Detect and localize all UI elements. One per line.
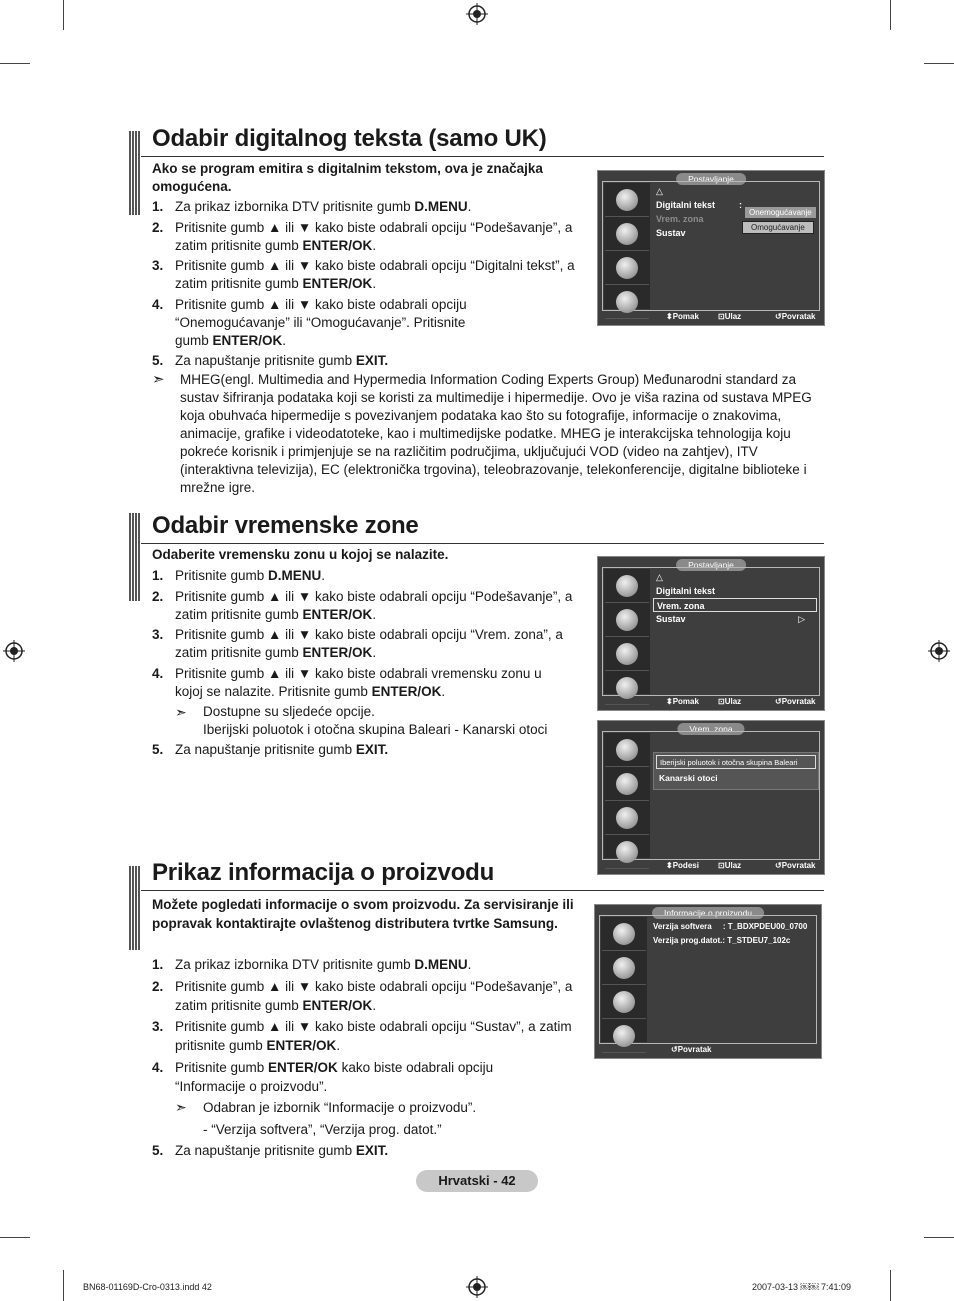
crop-mark (924, 63, 954, 64)
section-bar (129, 866, 141, 950)
step-item: 3. Pritisnite gumb ▲ ili ▼ kako biste odabrali opciju “Digitalni tekst”, a zatim pritisnite gumb ENTER/OK. (152, 258, 575, 291)
section-heading: Prikaz informacija o proizvodu (152, 859, 495, 886)
screen-title: Vrem. zona (677, 723, 744, 735)
crop-mark (924, 1237, 954, 1238)
mheg-note (152, 371, 824, 497)
step-item: 2. Pritisnite gumb ▲ ili ▼ kako biste odabrali opciju “Podešavanje”, a zatim pritisnite gumb ENTER/OK. (152, 588, 573, 622)
sound-icon (605, 768, 649, 801)
option-row[interactable]: Kanarski otoci (659, 773, 718, 783)
footer-hint: ⬍Pomak (666, 697, 699, 706)
tv-menu-screen (597, 720, 825, 875)
step-item: 1. Pritisnite gumb D.MENU. (152, 568, 326, 583)
sound-icon (605, 604, 649, 637)
submenu-arrow-icon: ▷ (798, 614, 805, 624)
step-item: 1. Za prikaz izbornika DTV pritisnite gumb D.MENU. (152, 957, 472, 972)
inline-note: ➣ Odabran je izbornik “Informacije o proizvodu”. - “Verzija softvera”, “Verzija prog. datot.” (175, 1098, 477, 1137)
step-item: 2. Pritisnite gumb ▲ ili ▼ kako biste odabrali opciju “Podešavanje”, a zatim pritisnite gumb ENTER/OK. (152, 219, 573, 253)
menu-row-selected[interactable]: Vrem. zona (653, 598, 817, 612)
step-item: 4. Pritisnite gumb ▲ ili ▼ kako biste odabrali vremensku zonu u kojoj se nalazite. Pritisnite gumb ENTER/OK. ➣ Dostupne su sljedeće opcije. Iberijski poluotok i otočna skupina Baleari - Kanarski otoci (152, 665, 572, 739)
registration-mark-icon (466, 1276, 488, 1298)
footer-hint: ⬍Podesi (666, 861, 699, 870)
step-list (152, 955, 584, 1163)
settings-gear-icon (605, 638, 649, 671)
info-row-software-version: Verzija softvera : T_BDXPDEU00_0700 (653, 922, 808, 931)
footer-hint: ⊡Ulaz (718, 312, 742, 321)
section-heading: Odabir digitalnog teksta (samo UK) (152, 125, 547, 152)
section-bar (129, 513, 141, 601)
step-item: 4. Pritisnite gumb ENTER/OK kako biste odabrali opciju “Informacije o proizvodu”. ➣ Odabran je izbornik “Informacije o proizvodu”. - “Verzija softvera”, “Verzija prog. datot.” (152, 1058, 532, 1139)
screen-title: Postavljanje (676, 173, 746, 185)
crop-mark (890, 0, 891, 30)
footer-hint: ↺Povratak (775, 697, 816, 706)
step-item: 3. Pritisnite gumb ▲ ili ▼ kako biste odabrali opciju “Sustav”, a zatim pritisnite gumb ENTER/OK. (152, 1019, 572, 1053)
step-item: 4. Pritisnite gumb ▲ ili ▼ kako biste odabrali opciju “Onemogućavanje” ili “Omogućavanje”. Pritisnite gumb ENTER/OK. (152, 296, 467, 348)
registration-mark-icon (3, 640, 25, 662)
sound-icon (602, 952, 646, 985)
registration-mark-icon (928, 640, 950, 662)
heading-rule (141, 156, 824, 157)
tv-menu-screen (597, 170, 825, 326)
colon-separator: : (739, 200, 742, 210)
menu-icon-column (604, 733, 650, 858)
section-intro: Ako se program emitira s digitalnim tekstom, ova je značajka omogućena. (152, 161, 543, 194)
crop-mark (63, 0, 64, 30)
picture-icon (605, 184, 649, 217)
menu-row[interactable]: Digitalni tekst (656, 200, 716, 210)
footer-hint: ⬍Pomak (666, 312, 699, 321)
option-enable[interactable]: Omogućavanje (742, 221, 814, 234)
option-disable[interactable]: Onemogućavanje (745, 207, 816, 218)
step-item: 5. Za napuštanje pritisnite gumb EXIT. (152, 742, 389, 757)
settings-gear-icon (602, 986, 646, 1019)
section-intro: Odaberite vremensku zonu u kojoj se nalazite. (152, 547, 449, 562)
picture-icon (602, 918, 646, 951)
page-number-badge: Hrvatski - 42 (416, 1170, 538, 1192)
option-row-selected[interactable]: Iberijski poluotok i otočna skupina Baleari (656, 755, 816, 769)
step-list (152, 198, 584, 373)
screen-title: Informacije o proizvodu (652, 907, 764, 919)
menu-icon-column (604, 569, 650, 694)
menu-row[interactable]: Sustav (656, 228, 686, 238)
note-arrow-icon: ➣ (175, 703, 187, 720)
footer-hint: ↺Povratak (775, 861, 816, 870)
note-arrow-icon: ➣ (175, 1098, 187, 1115)
settings-gear-icon (605, 252, 649, 285)
section-heading: Odabir vremenske zone (152, 512, 419, 539)
tv-menu-screen (597, 556, 825, 711)
crop-mark (63, 1270, 64, 1301)
section-intro: Možete pogledati informacije o svom proizvodu. Za servisiranje ili popravak kontaktirajte ovlaštenog distributera tvrtke Samsung. (152, 897, 574, 931)
note-arrow-icon: ➣ (152, 371, 165, 388)
tv-menu-screen (594, 904, 822, 1059)
crop-mark (890, 1270, 891, 1301)
option-list (653, 752, 819, 790)
step-item: 1. Za prikaz izbornika DTV pritisnite gumb D.MENU. (152, 199, 472, 214)
sound-icon (605, 218, 649, 251)
step-item: 3. Pritisnite gumb ▲ ili ▼ kako biste odabrali opciju “Vrem. zona”, a zatim pritisnite gumb ENTER/OK. (152, 627, 563, 660)
scroll-up-icon: △ (656, 186, 663, 196)
crop-mark (0, 1237, 30, 1238)
step-list (152, 567, 584, 762)
footer-file-info: BN68-01169D-Cro-0313.indd 42 (83, 1282, 212, 1292)
menu-row[interactable]: Sustav ▷ (656, 614, 805, 624)
screen-title: Postavljanje (676, 559, 746, 571)
footer-timestamp: 2007-03-13 ￼￼ 7:41:09 (752, 1282, 852, 1292)
picture-icon (605, 734, 649, 767)
picture-icon (605, 570, 649, 603)
section-bar (129, 131, 141, 215)
registration-mark-icon (466, 3, 488, 25)
menu-row[interactable]: Digitalni tekst (656, 586, 716, 596)
step-item: 5. Za napuštanje pritisnite gumb EXIT. (152, 353, 389, 368)
scroll-up-icon: △ (656, 572, 663, 582)
footer-hint: ↺Povratak (775, 312, 816, 321)
inline-note: ➣ Dostupne su sljedeće opcije. Iberijski poluotok i otočna skupina Baleari - Kanarski otoci (175, 703, 548, 737)
footer-hint: ↺Povratak (671, 1045, 712, 1054)
footer-hint: ⊡Ulaz (718, 861, 742, 870)
info-row-file-version: Verzija prog.datot.: T_STDEU7_102c (653, 936, 791, 945)
menu-icon-column (604, 183, 650, 309)
step-item: 2. Pritisnite gumb ▲ ili ▼ kako biste odabrali opciju “Podešavanje”, a zatim pritisnite gumb ENTER/OK. (152, 978, 573, 1013)
menu-row[interactable]: Vrem. zona (656, 214, 704, 224)
settings-gear-icon (605, 802, 649, 835)
menu-icon-column (601, 917, 647, 1042)
footer-hint: ⊡Ulaz (718, 697, 742, 706)
note-text: MHEG(engl. Multimedia and Hypermedia Information Coding Experts Group) Međunarodni standard za sustav šifriranja podataka koji se koristi za multimedije i hipermedije. Ovo je viša razina od sustava MPEG koja obuhvaća hipermedije s povezivanjem podataka kao što su fotografije, informacije o znakovima, animacije, grafike i videodatoteke, kao i multimedijske podatke. MHEG je interakcijska tehnologija koju pokreće korisnik i primjenjuje se na različitim područjima, uključujući VOD (video na zahtjev), ITV (interaktivna televizija), EC (elektronička trgovina), teleobrazovanje, telekonferencije, digitalne biblioteke i mrežne igre. (180, 372, 812, 495)
step-item: 5. Za napuštanje pritisnite gumb EXIT. (152, 1143, 389, 1158)
heading-rule (141, 890, 824, 891)
crop-mark (0, 63, 30, 64)
heading-rule (141, 543, 824, 544)
